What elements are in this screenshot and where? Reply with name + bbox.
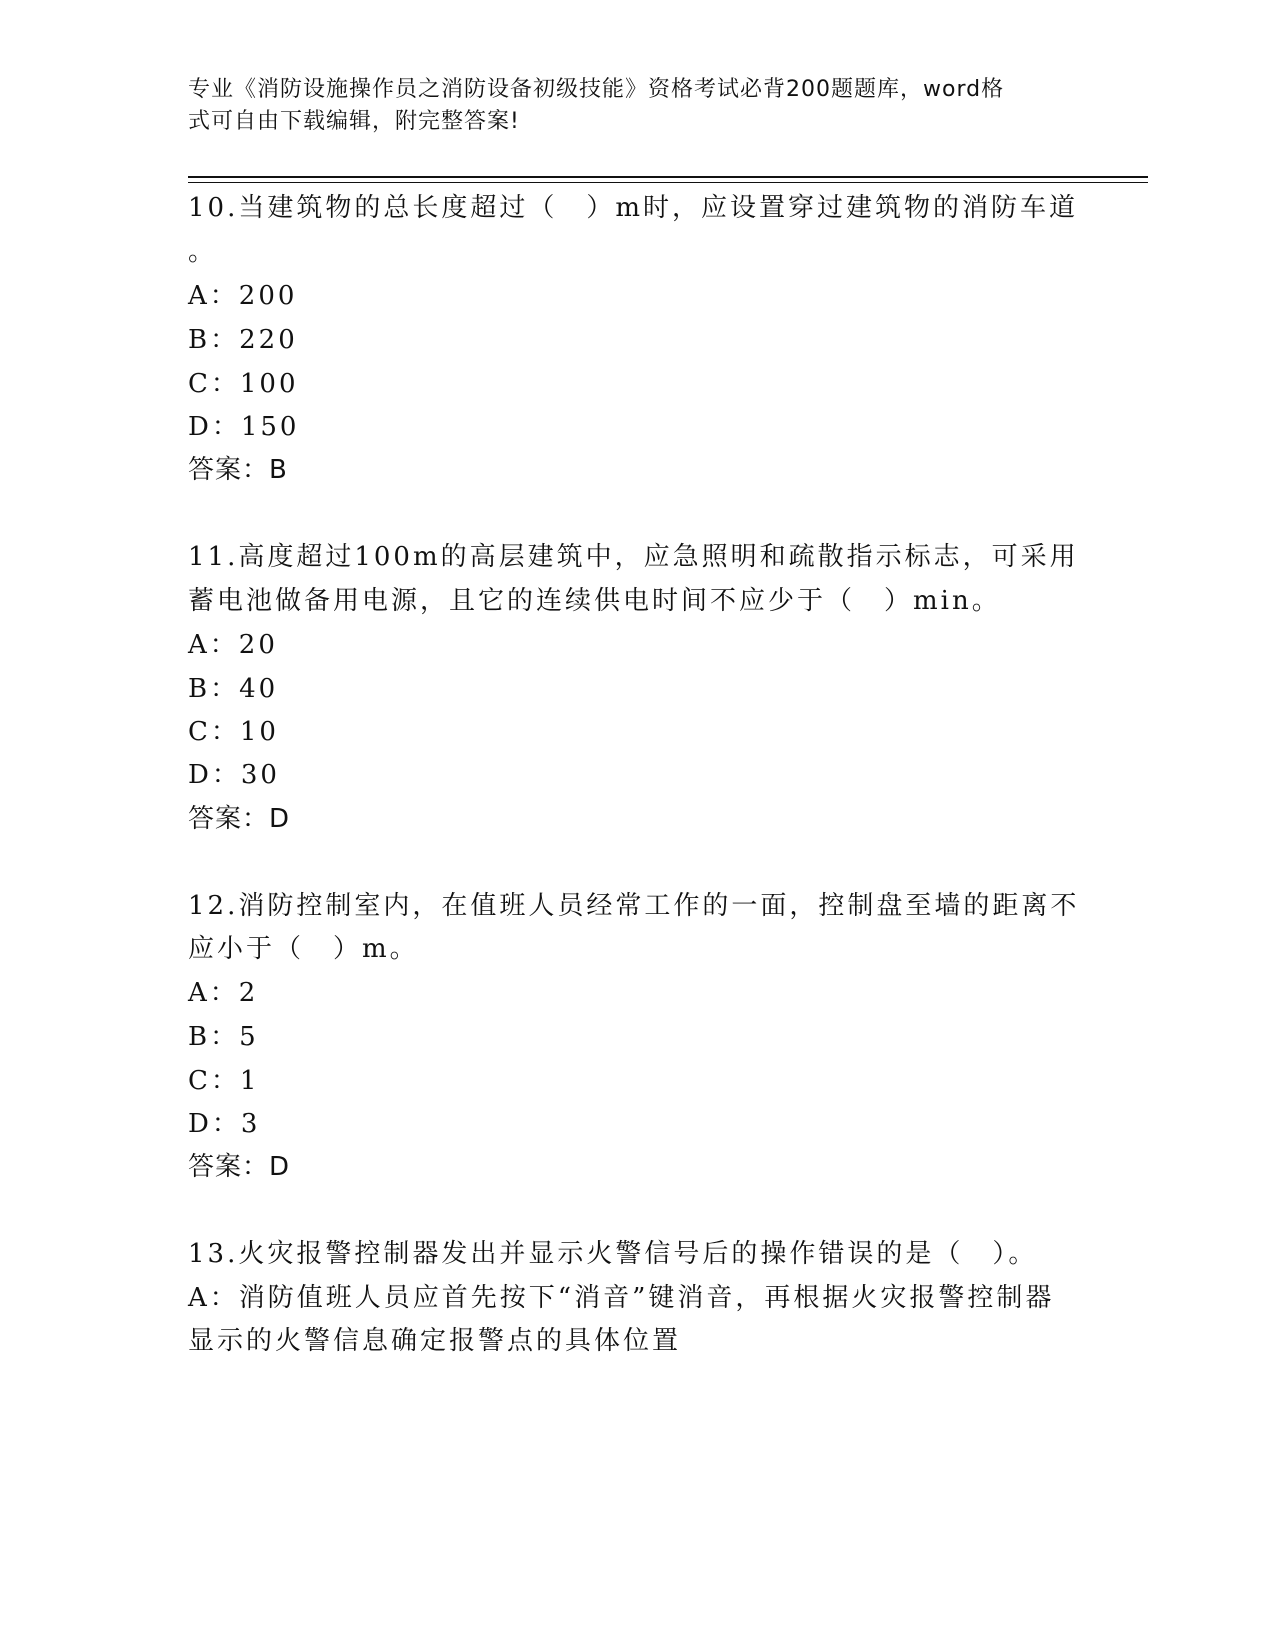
option-a-line: 显示的火警信息确定报警点的具体位置: [188, 1326, 682, 1356]
option-b: B：5: [188, 1022, 259, 1052]
option-d: D：150: [188, 412, 300, 442]
option-b: B：40: [188, 674, 279, 704]
option-d: D：30: [188, 760, 280, 790]
option-c: C：10: [188, 717, 279, 747]
header-line-2: 式可自由下载编辑，附完整答案!: [188, 109, 520, 134]
header-divider-thick: [188, 176, 1148, 178]
question-stem-line: 。: [188, 237, 218, 267]
option-a-line: A：消防值班人员应首先按下“消音”键消音，再根据火灾报警控制器: [188, 1283, 1055, 1313]
option-d: D：3: [188, 1109, 261, 1139]
option-c: C：100: [188, 369, 299, 399]
question-stem-line: 11.高度超过100m的高层建筑中，应急照明和疏散指示标志，可采用: [188, 542, 1079, 572]
header-divider-thin: [188, 182, 1148, 183]
option-a: A：20: [188, 630, 278, 660]
document-header: [188, 74, 1068, 138]
question-stem-line: 蓄电池做备用电源，且它的连续供电时间不应少于（ ）min。: [188, 586, 1001, 616]
option-a: A：2: [188, 978, 259, 1008]
question-stem-line: 13.火灾报警控制器发出并显示火警信号后的操作错误的是（ ）。: [188, 1239, 1038, 1269]
option-c: C：1: [188, 1066, 260, 1096]
answer-label: 答案：B: [188, 455, 288, 485]
answer-label: 答案：D: [188, 1152, 291, 1182]
option-b: B：220: [188, 325, 298, 355]
question-stem-line: 10.当建筑物的总长度超过（ ）m时，应设置穿过建筑物的消防车道: [188, 193, 1079, 223]
question-stem-line: 12.消防控制室内，在值班人员经常工作的一面，控制盘至墙的距离不: [188, 891, 1080, 921]
question-stem-line: 应小于（ ）m。: [188, 934, 419, 964]
answer-label: 答案：D: [188, 804, 291, 834]
option-a: A：200: [188, 281, 298, 311]
header-line-1: 专业《消防设施操作员之消防设备初级技能》资格考试必背200题题库，word格: [188, 77, 1005, 102]
